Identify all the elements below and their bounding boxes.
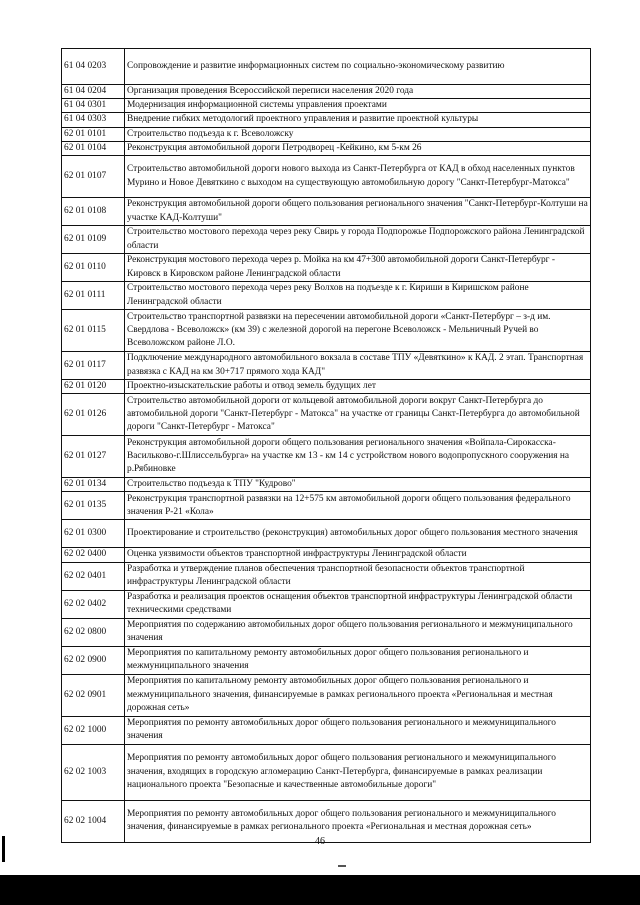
- table-row: [62, 380, 591, 394]
- row-description: Реконструкция транспортной развязки на 12+575 км автомобильной дороги общего пользования федерального значения Р-21 «Кола»: [125, 492, 591, 520]
- row-description: Подключение международного автомобильного вокзала в составе ТПУ «Девяткино» к КАД. 2 этап. Транспортная развязка с КАД на км 30+717 прямого хода КАД": [125, 352, 591, 380]
- row-description: Реконструкция автомобильной дороги общего пользования регионального значения "Санкт-Петербург-Колтуши на участке КАД-Колтуши": [125, 198, 591, 226]
- table-row: [62, 141, 591, 155]
- table-row: [62, 590, 591, 618]
- row-description: Разработка и утверждение планов обеспечения транспортной безопасности объектов транспортной инфраструктуры Ленинградской области: [125, 562, 591, 590]
- row-code: 62 02 0900: [62, 646, 125, 674]
- scan-mark: [338, 865, 346, 867]
- row-code: 62 01 0120: [62, 380, 125, 394]
- row-description: Строительство автомобильной дороги нового выхода из Санкт-Петербурга от КАД в обход населенных пунктов Мурино и Новое Девяткино с выходом на существующую автомобильную дорогу "Санкт-Петербург-Матокса": [125, 156, 591, 198]
- table-row: [62, 478, 591, 492]
- row-code: 62 02 0402: [62, 590, 125, 618]
- row-description: Проектно-изыскательские работы и отвод земель будущих лет: [125, 380, 591, 394]
- table-row: [62, 394, 591, 436]
- row-description: Строительство автомобильной дороги от кольцевой автомобильной дороги вокруг Санкт-Петербурга до автомобильной дороги "Санкт-Петербург - Матокса" на участке от границы Санкт-Петербурга до автомобильной дороги "Санкт-Петербург - Матокса": [125, 394, 591, 436]
- row-code: 62 01 0110: [62, 254, 125, 282]
- row-code: 62 01 0126: [62, 394, 125, 436]
- row-description: Внедрение гибких методологий проектного управления и развитие проектной культуры: [125, 113, 591, 127]
- row-description: Реконструкция автомобильной дороги общего пользования регионального значения «Войпала-Сирокасска-Васильково-г.Шлиссельбурга» на участке км 13 - км 14 с устройством нового водопропускного сооружения на р.Рябиновке: [125, 436, 591, 478]
- row-code: 62 01 0101: [62, 127, 125, 141]
- row-description: Мероприятия по капитальному ремонту автомобильных дорог общего пользования регионального и межмуниципального значения: [125, 646, 591, 674]
- row-code: 62 01 0108: [62, 198, 125, 226]
- row-description: Строительство транспортной развязки на пересечении автомобильной дороги «Санкт-Петербург – з-д им. Свердлова - Всеволожск» (км 39) с железной дорогой на перегоне Всеволожск - Мельничный Ручей во Всеволожском районе Л.О.: [125, 310, 591, 352]
- table-row: [62, 226, 591, 254]
- table-row: [62, 520, 591, 548]
- row-code: 62 01 0107: [62, 156, 125, 198]
- page-number: 46: [315, 836, 325, 847]
- table-row: [62, 99, 591, 113]
- row-code: 61 04 0204: [62, 85, 125, 99]
- row-description: Строительство подъезда к ТПУ "Кудрово": [125, 478, 591, 492]
- table-row: [62, 198, 591, 226]
- row-description: Реконструкция автомобильной дороги Петродворец -Кейкино, км 5-км 26: [125, 141, 591, 155]
- table-row: [62, 127, 591, 141]
- row-code: 62 02 0800: [62, 618, 125, 646]
- row-code: 62 01 0104: [62, 141, 125, 155]
- table-row: [62, 674, 591, 716]
- row-code: 62 01 0109: [62, 226, 125, 254]
- row-code: 62 01 0134: [62, 478, 125, 492]
- table-row: [62, 156, 591, 198]
- row-code: 62 02 0901: [62, 674, 125, 716]
- row-code: 62 01 0117: [62, 352, 125, 380]
- table-body: [62, 49, 591, 843]
- row-description: Мероприятия по ремонту автомобильных дорог общего пользования регионального и межмуниципального значения, финансируемые в рамках регионального проекта «Региональная и местная дорожная сеть»: [125, 800, 591, 842]
- row-code: 62 01 0300: [62, 520, 125, 548]
- table-row: [62, 436, 591, 478]
- row-code: 61 04 0203: [62, 49, 125, 85]
- row-code: 62 01 0135: [62, 492, 125, 520]
- row-description: Модернизация информационной системы управления проектами: [125, 99, 591, 113]
- row-description: Строительство подъезда к г. Всеволожску: [125, 127, 591, 141]
- row-description: Реконструкция мостового перехода через р. Мойка на км 47+300 автомобильной дороги Санкт-Петербург - Кировск в Кировском районе Ленинградской области: [125, 254, 591, 282]
- table-row: [62, 646, 591, 674]
- row-description: Мероприятия по содержанию автомобильных дорог общего пользования регионального и межмуниципального значения: [125, 618, 591, 646]
- row-code: 62 02 1003: [62, 744, 125, 800]
- row-description: Сопровождение и развитие информационных систем по социально-экономическому развитию: [125, 49, 591, 85]
- row-description: Мероприятия по ремонту автомобильных дорог общего пользования регионального и межмуниципального значения: [125, 716, 591, 744]
- table-row: [62, 352, 591, 380]
- table-row: [62, 85, 591, 99]
- row-description: Проектирование и строительство (реконструкция) автомобильных дорог общего пользования местного значения: [125, 520, 591, 548]
- table-row: [62, 310, 591, 352]
- row-code: 62 01 0127: [62, 436, 125, 478]
- row-code: 61 04 0303: [62, 113, 125, 127]
- row-description: Организация проведения Всероссийской переписи населения 2020 года: [125, 85, 591, 99]
- row-code: 62 02 1000: [62, 716, 125, 744]
- scan-bottom-border: [0, 875, 640, 905]
- row-description: Мероприятия по капитальному ремонту автомобильных дорог общего пользования регионального и межмуниципального значения, финансируемые в рамках регионального проекта «Региональная и местная дорожная сеть»: [125, 674, 591, 716]
- table-row: [62, 744, 591, 800]
- table-row: [62, 282, 591, 310]
- row-description: Строительство мостового перехода через реку Свирь у города Подпорожье Подпорожского района Ленинградской области: [125, 226, 591, 254]
- row-code: 62 02 0400: [62, 548, 125, 562]
- row-code: 62 01 0115: [62, 310, 125, 352]
- table-row: [62, 618, 591, 646]
- table-row: [62, 548, 591, 562]
- row-description: Оценка уязвимости объектов транспортной инфраструктуры Ленинградской области: [125, 548, 591, 562]
- row-code: 61 04 0301: [62, 99, 125, 113]
- scan-edge-mark: [2, 836, 5, 862]
- table-row: [62, 49, 591, 85]
- row-description: Разработка и реализация проектов оснащения объектов транспортной инфраструктуры Ленинградской области техническими средствами: [125, 590, 591, 618]
- row-description: Строительство мостового перехода через реку Волхов на подъезде к г. Кириши в Киришском районе Ленинградской области: [125, 282, 591, 310]
- table-row: [62, 113, 591, 127]
- row-code: 62 02 0401: [62, 562, 125, 590]
- table-row: [62, 716, 591, 744]
- table-row: [62, 254, 591, 282]
- row-code: 62 01 0111: [62, 282, 125, 310]
- table-row: [62, 492, 591, 520]
- row-code: 62 02 1004: [62, 800, 125, 842]
- table-row: [62, 562, 591, 590]
- budget-classification-table: [61, 48, 591, 843]
- row-description: Мероприятия по ремонту автомобильных дорог общего пользования регионального и межмуниципального значения, входящих в городскую агломерацию Санкт-Петербурга, финансируемые в рамках реализации национального проекта "Безопасные и качественные автомобильные дороги": [125, 744, 591, 800]
